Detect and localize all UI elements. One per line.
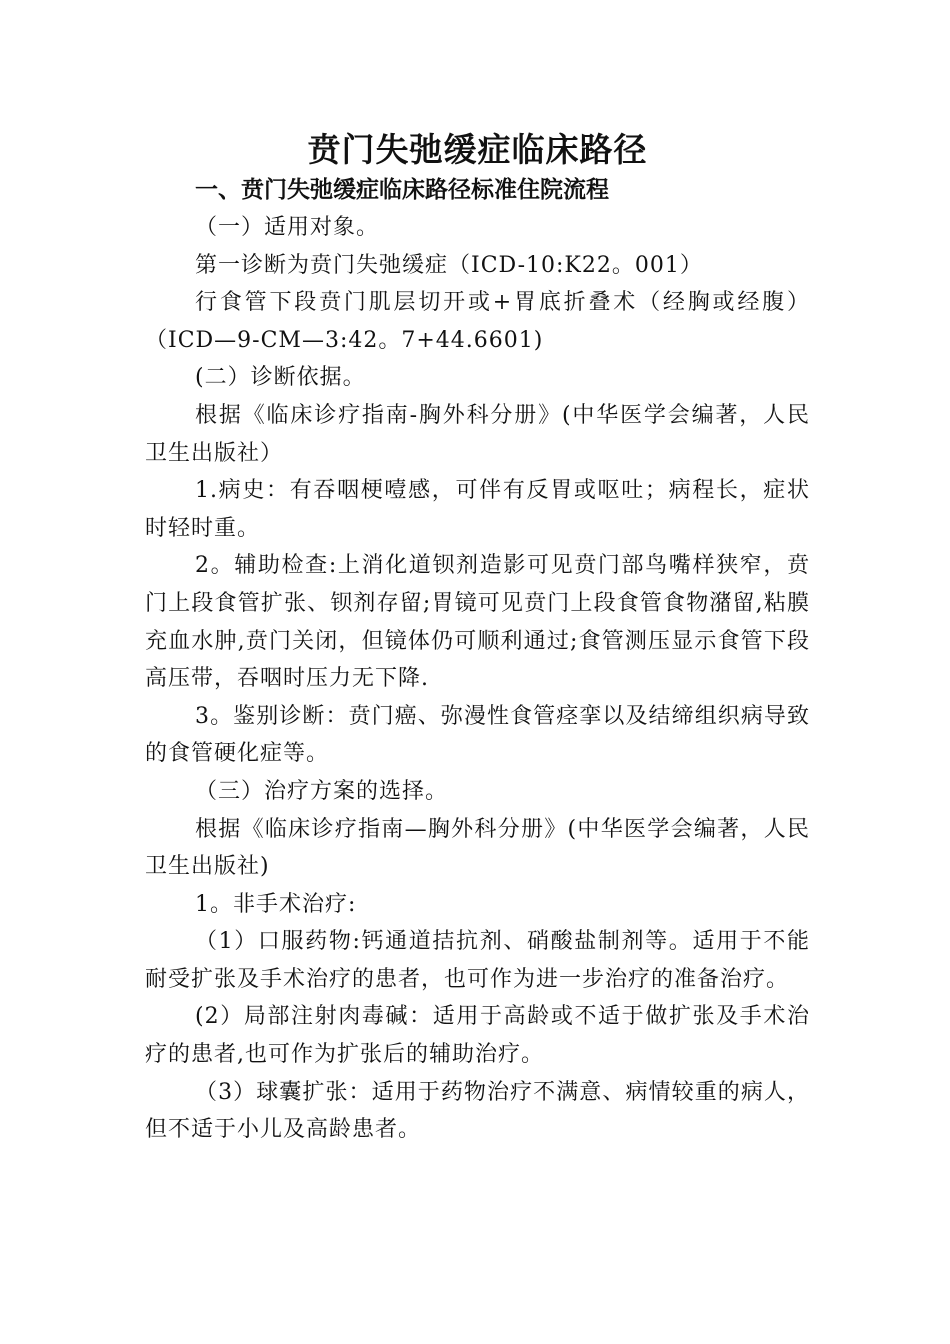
section-heading: 一、贲门失弛缓症临床路径标准住院流程: [195, 177, 609, 203]
paragraph-surgery-procedure: 行食管下段贲门肌层切开或+胃底折叠术（经胸或经腹）（ICD—9-CM—3:42。7+44.6601): [145, 290, 810, 353]
paragraph-differential-diagnosis: 3。鉴别诊断：贲门癌、弥漫性食管痉挛以及结缔组织病导致的食管硬化症等。: [145, 703, 810, 767]
paragraph-applicable-scope: （一）适用对象。: [195, 215, 380, 240]
paragraph-medical-history: 1.病史：有吞咽梗噎感，可伴有反胃或呕吐；病程长，症状时轻时重。: [145, 478, 810, 541]
paragraph-first-diagnosis: 第一诊断为贲门失弛缓症（ICD-10:K22。001）: [195, 252, 703, 278]
paragraph-non-surgical-heading: 1。非手术治疗:: [195, 891, 357, 917]
paragraph-balloon-dilation: （3）球囊扩张：适用于药物治疗不满意、病情较重的病人，但不适于小儿及高龄患者。: [145, 1079, 810, 1143]
paragraph-botulinum-injection: (2）局部注射肉毒碱：适用于高龄或不适于做扩张及手术治疗的患者,也可作为扩张后的辅助治疗。: [145, 1004, 810, 1068]
paragraph-oral-medication: （1）口服药物:钙通道拮抗剂、硝酸盐制剂等。适用于不能耐受扩张及手术治疗的患者，也可作为进一步治疗的准备治疗。: [145, 929, 810, 992]
document-title: 贲门失弛缓症临床路径: [307, 130, 648, 169]
paragraph-treatment-reference: 根据《临床诊疗指南—胸外科分册》(中华医学会编著，人民卫生出版社): [145, 816, 810, 880]
document-page: [145, 128, 810, 1149]
paragraph-diagnosis-basis-heading: (二）诊断依据。: [195, 365, 366, 391]
paragraph-diagnosis-reference: 根据《临床诊疗指南-胸外科分册》(中华医学会编著，人民卫生出版社）: [145, 402, 810, 466]
paragraph-treatment-heading: （三）治疗方案的选择。: [195, 778, 449, 804]
paragraph-auxiliary-exam: 2。辅助检查:上消化道钡剂造影可见贲门部鸟嘴样狭窄，贲门上段食管扩张、钡剂存留;胃镜可见贲门上段食管食物潴留,粘膜充血水肿,贲门关闭，但镜体仍可顺利通过;食管测压显示食管下段高压带，吞咽时压力无下降.: [145, 553, 810, 692]
